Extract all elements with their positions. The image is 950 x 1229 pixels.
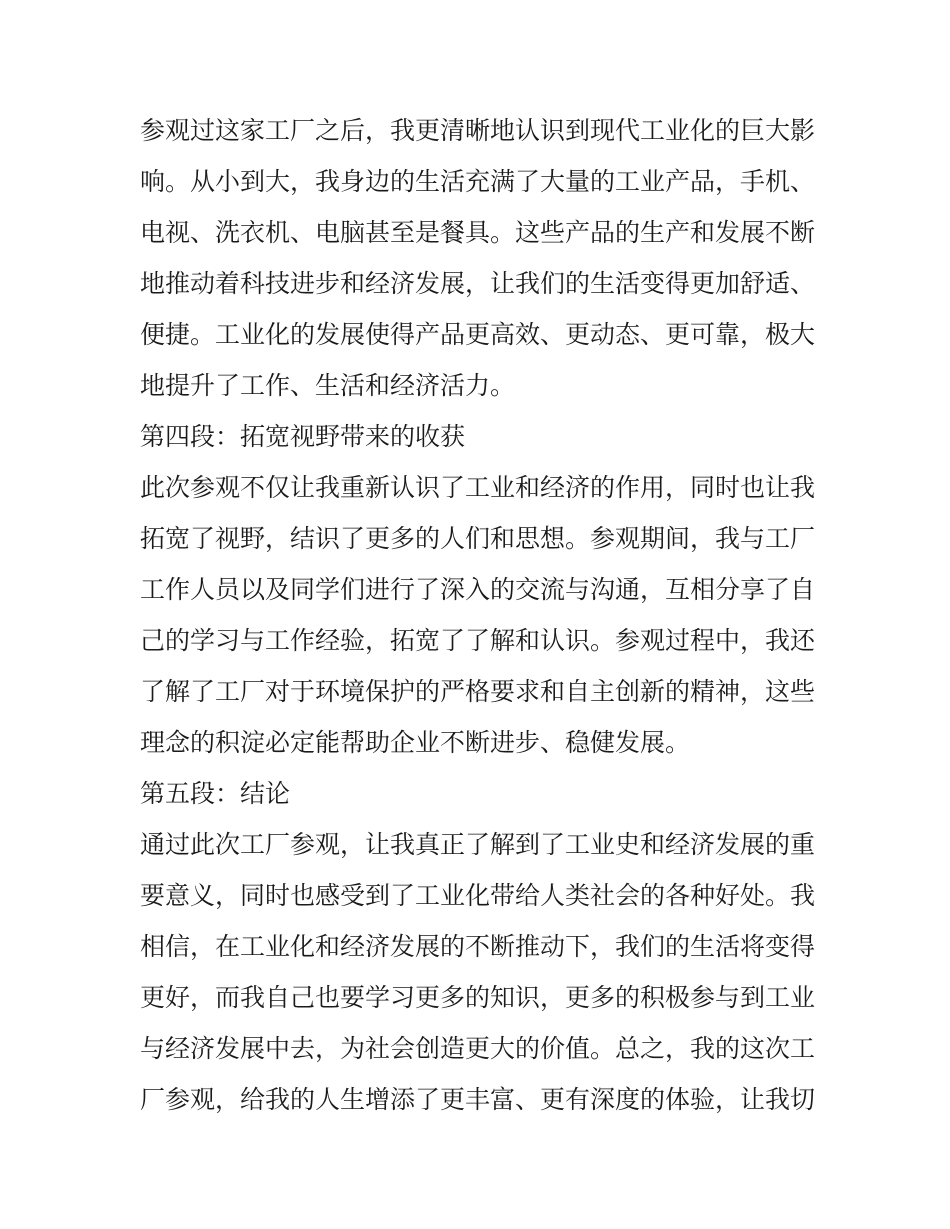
paragraph-4-line-1: 此次参观不仅让我重新认识了工业和经济的作用，同时也让我 — [140, 473, 816, 502]
paragraph-3-line-6: 地提升了工作、生活和经济活力。 — [140, 371, 516, 400]
paragraph-3-line-2: 响。从小到大，我身边的生活充满了大量的工业产品，手机、 — [140, 167, 816, 196]
paragraph-4-line-5: 了解了工厂对于环境保护的严格要求和自主创新的精神，这些 — [140, 677, 816, 706]
paragraph-5-line-3: 相信，在工业化和经济发展的不断推动下，我们的生活将变得 — [140, 932, 816, 961]
paragraph-5-line-4: 更好，而我自己也要学习更多的知识，更多的积极参与到工业 — [140, 983, 816, 1012]
paragraph-3-line-1: 参观过这家工厂之后，我更清晰地认识到现代工业化的巨大影 — [140, 116, 816, 145]
paragraph-5-line-1: 通过此次工厂参观，让我真正了解到了工业史和经济发展的重 — [140, 830, 816, 859]
paragraph-4-line-6: 理念的积淀必定能帮助企业不断进步、稳健发展。 — [140, 728, 691, 757]
section-heading-5: 第五段：结论 — [140, 779, 291, 808]
paragraph-5-line-6: 厂参观，给我的人生增添了更丰富、更有深度的体验，让我切 — [140, 1085, 816, 1114]
paragraph-4-line-3: 工作人员以及同学们进行了深入的交流与沟通，互相分享了自 — [140, 575, 816, 604]
paragraph-3-line-4: 地推动着科技进步和经济发展，让我们的生活变得更加舒适、 — [140, 269, 816, 298]
paragraph-3-line-5: 便捷。工业化的发展使得产品更高效、更动态、更可靠，极大 — [140, 320, 816, 349]
paragraph-5-line-5: 与经济发展中去，为社会创造更大的价值。总之，我的这次工 — [140, 1034, 816, 1063]
paragraph-4-line-4: 己的学习与工作经验，拓宽了了解和认识。参观过程中，我还 — [140, 626, 816, 655]
document-body — [140, 105, 820, 1125]
paragraph-5-line-2: 要意义，同时也感受到了工业化带给人类社会的各种好处。我 — [140, 881, 816, 910]
paragraph-4-line-2: 拓宽了视野，结识了更多的人们和思想。参观期间，我与工厂 — [140, 524, 816, 553]
section-heading-4: 第四段：拓宽视野带来的收获 — [140, 422, 466, 451]
paragraph-3-line-3: 电视、洗衣机、电脑甚至是餐具。这些产品的生产和发展不断 — [140, 218, 816, 247]
